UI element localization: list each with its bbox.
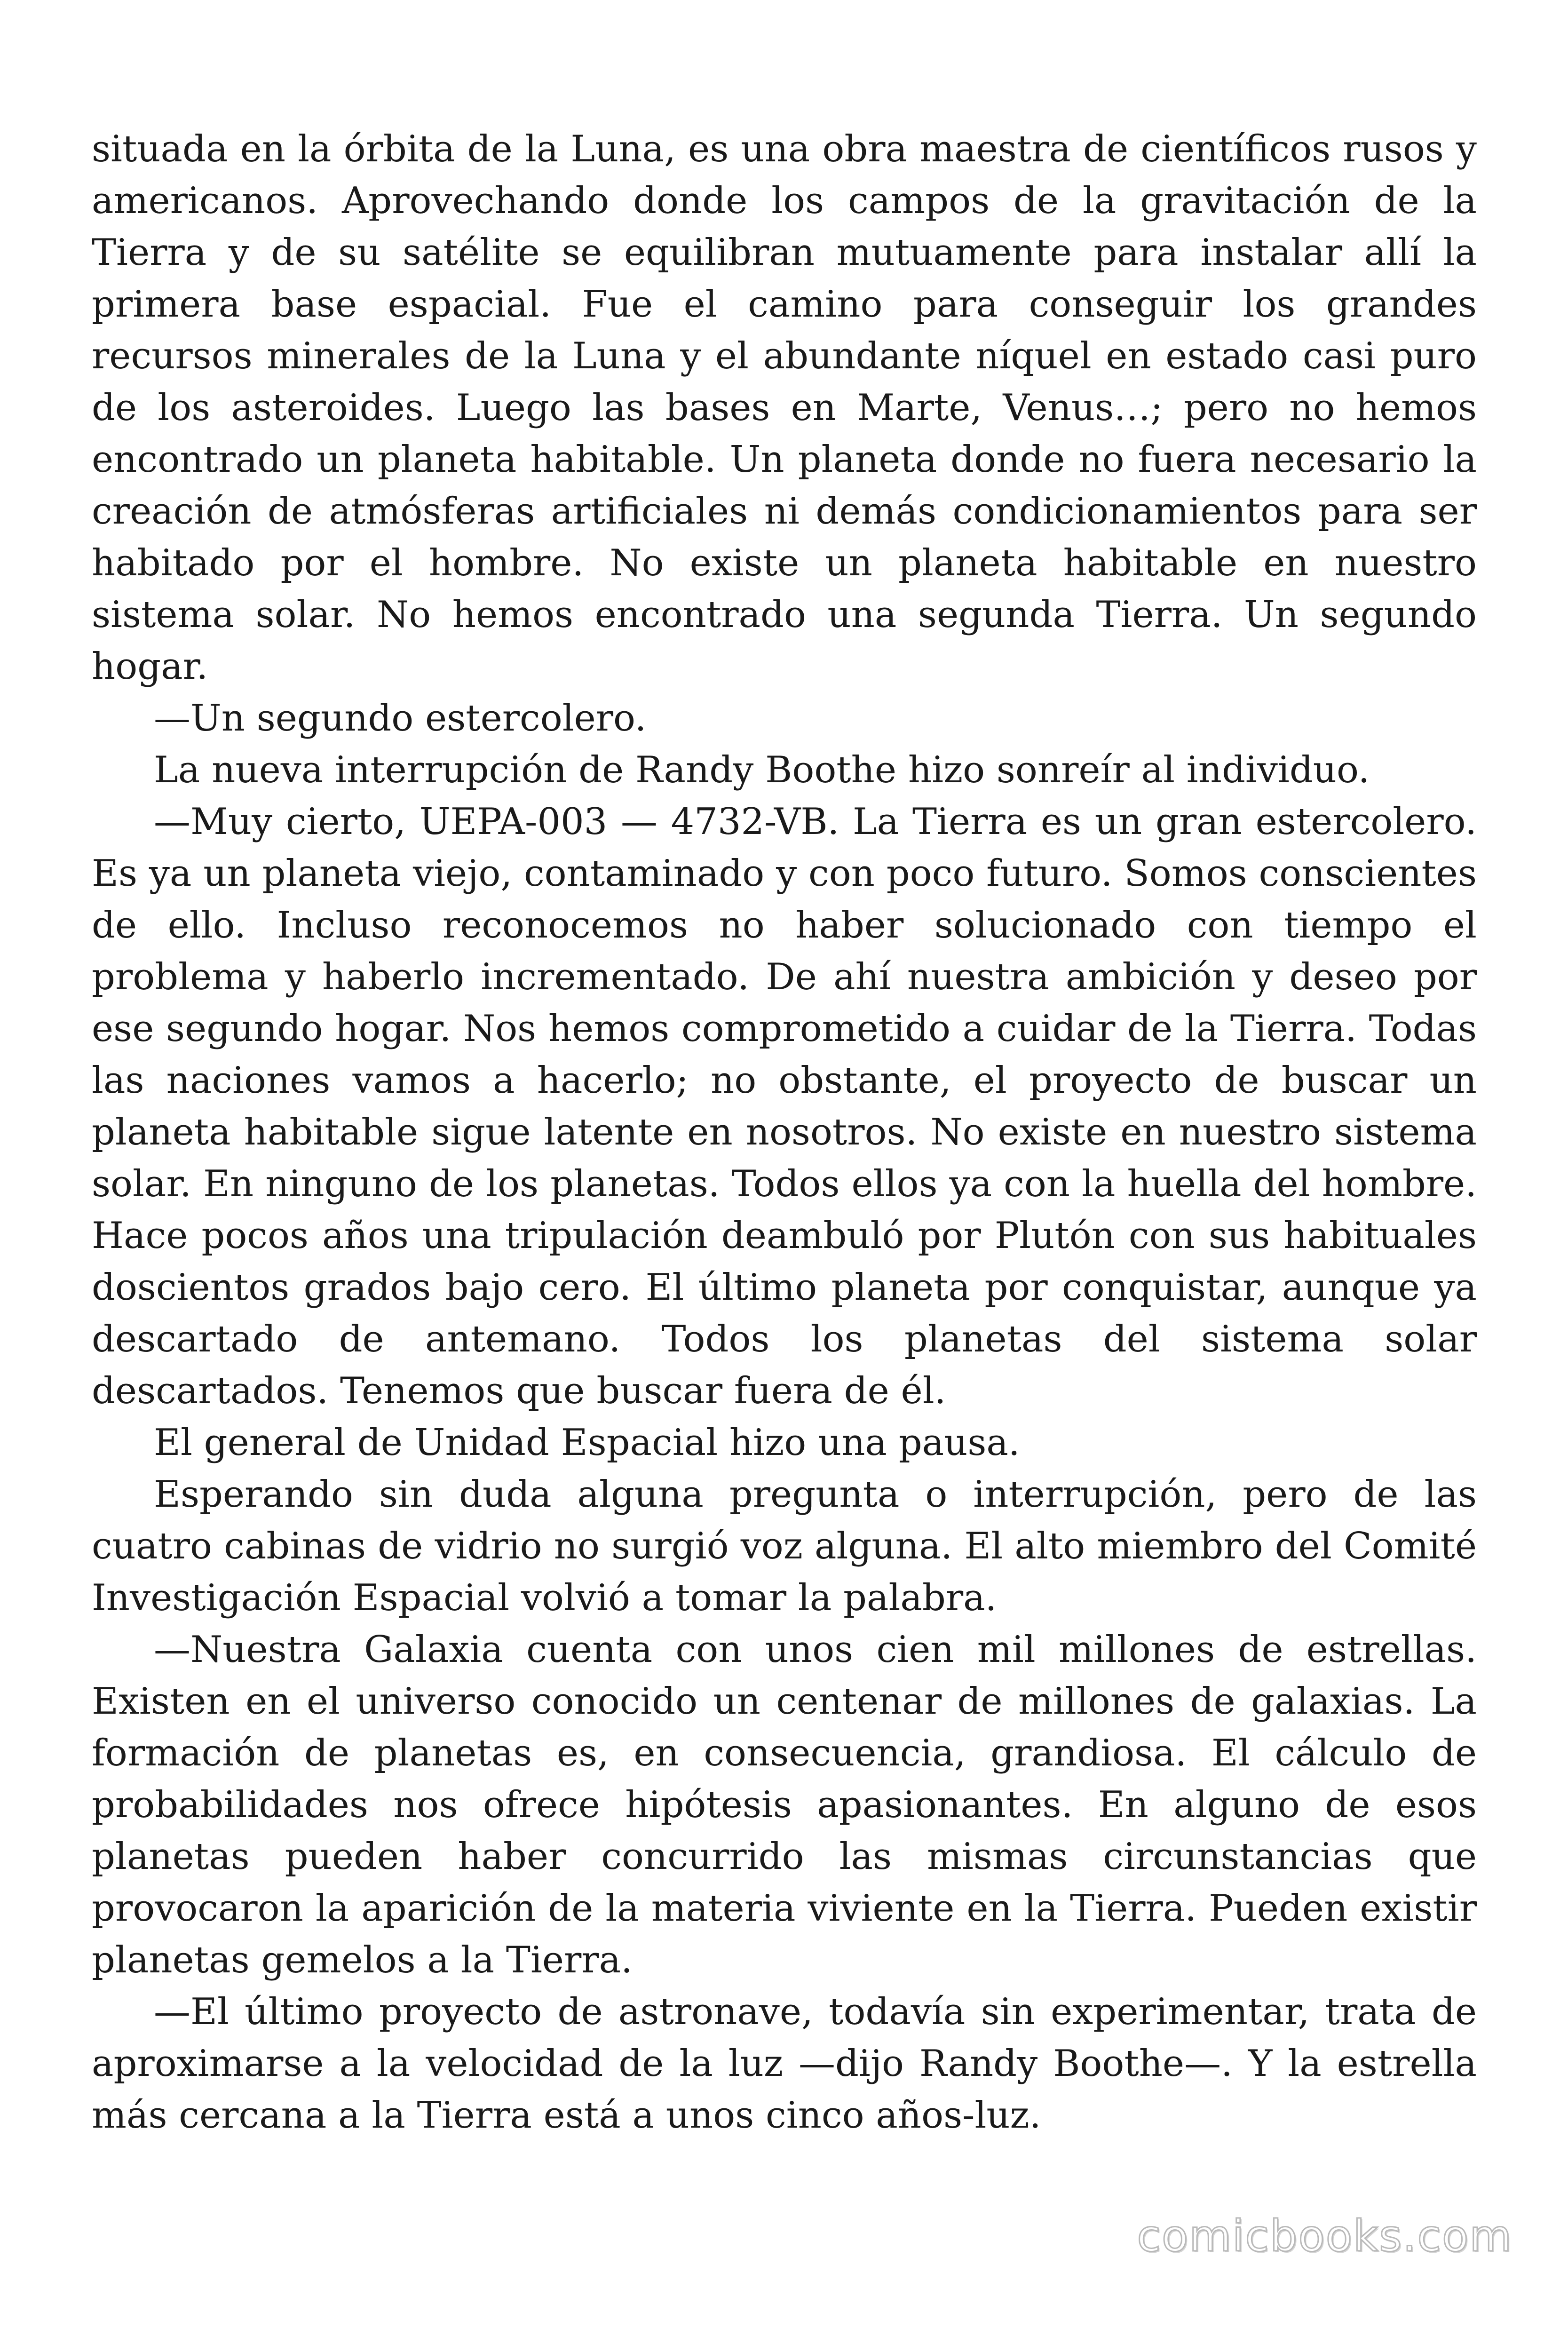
paragraph-6: Esperando sin duda alguna pregunta o interrupción, pero de las cuatro cabinas de vidrio no surgió voz alguna. El alto miembro del Comité Investigación Espacial volvió a tomar la palabra. xyxy=(92,1473,1477,1619)
watermark: comicbooks.com xyxy=(1137,2211,1513,2261)
paragraph-2: —Un segundo estercolero. xyxy=(154,697,647,739)
paragraph-8: —El último proyecto de astronave, todavía sin experimentar, trata de aproximarse a la velocidad de la luz —dijo Randy Boothe—. Y la estrella más cercana a la Tierra está a unos cinco años-luz. xyxy=(92,1991,1477,2137)
paragraph-3: La nueva interrupción de Randy Boothe hizo sonreír al individuo. xyxy=(154,749,1370,791)
paragraph-5: El general de Unidad Espacial hizo una pausa. xyxy=(154,1422,1020,1464)
paragraph-7: —Nuestra Galaxia cuenta con unos cien mil millones de estrellas. Existen en el universo conocido un centenar de millones de galaxias. La formación de planetas es, en consecuencia, grandiosa. El cálculo de probabilidades nos ofrece hipótesis apasionantes. En alguno de esos planetas pueden haber concurrido las mismas circunstancias que provocaron la aparición de la materia viviente en la Tierra. Pueden existir planetas gemelos a la Tierra. xyxy=(92,1629,1477,1981)
paragraph-4: —Muy cierto, UEPA-003 — 4732-VB. La Tierra es un gran estercolero. Es ya un planeta viejo, contaminado y con poco futuro. Somos conscientes de ello. Incluso reconocemos no haber solucionado con tiempo el problema y haberlo incrementado. De ahí nuestra ambición y deseo por ese segundo hogar. Nos hemos comprometido a cuidar de la Tierra. Todas las naciones vamos a hacerlo; no obstante, el proyecto de buscar un planeta habitable sigue latente en nosotros. No existe en nuestro sistema solar. En ninguno de los planetas. Todos ellos ya con la huella del hombre. Hace pocos años una tripulación deambuló por Plutón con sus habituales doscientos grados bajo cero. El último planeta por conquistar, aunque ya descartado de antemano. Todos los planetas del sistema solar descartados. Tenemos que buscar fuera de él. xyxy=(92,801,1477,1412)
paragraph-1: situada en la órbita de la Luna, es una obra maestra de científicos rusos y americanos. Aprovechando donde los campos de la gravitación de la Tierra y de su satélite se equilibran mutuamente para instalar allí la primera base espacial. Fue el camino para conseguir los grandes recursos minerales de la Luna y el abundante níquel en estado casi puro de los asteroides. Luego las bases en Marte, Venus…; pero no hemos encontrado un planeta habitable. Un planeta donde no fuera necesario la creación de atmósferas artificiales ni demás condicionamientos para ser habitado por el hombre. No existe un planeta habitable en nuestro sistema solar. No hemos encontrado una segunda Tierra. Un segundo hogar. xyxy=(92,128,1477,688)
page-body xyxy=(92,123,1477,2141)
